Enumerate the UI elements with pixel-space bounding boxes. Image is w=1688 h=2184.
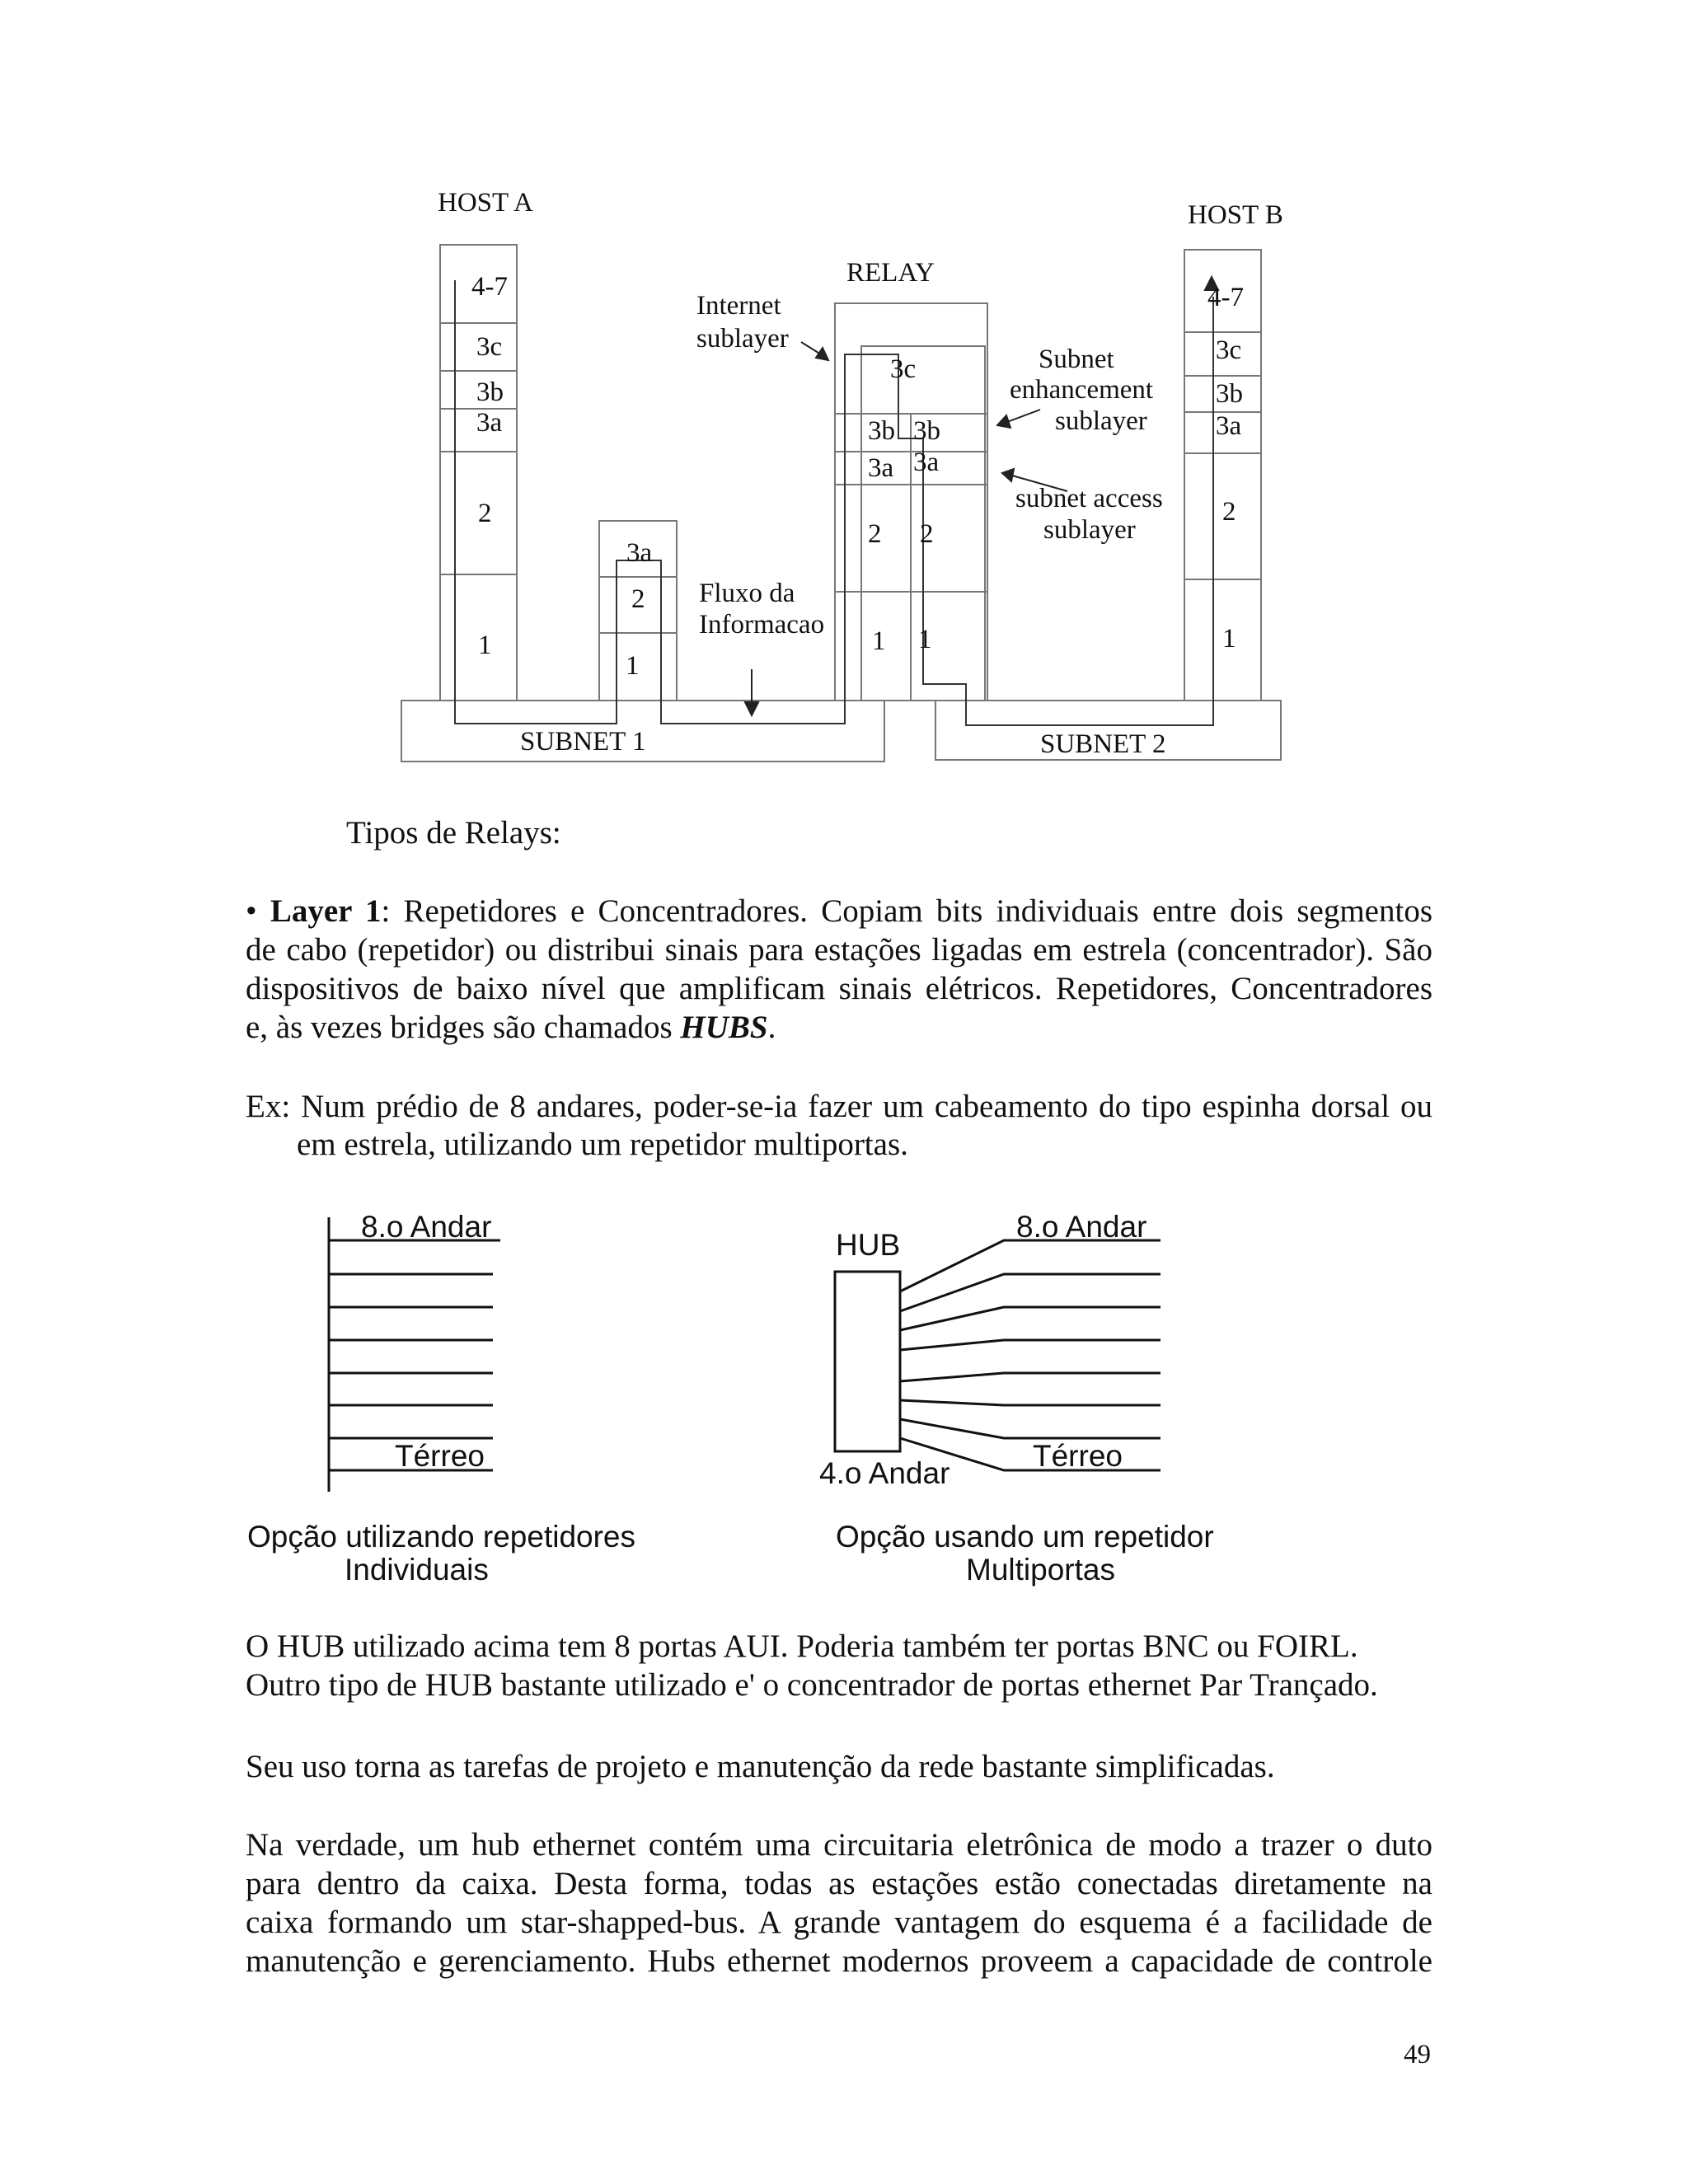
- text-line: manutenção e gerenciamento. Hubs ethernet modernos proveem a capacidade de controle: [246, 1943, 1432, 1979]
- flow-label: Informacao: [699, 610, 825, 640]
- host-a-title: HOST A: [438, 188, 533, 218]
- subnet-enhancement-label: sublayer: [1055, 406, 1147, 436]
- host-a-layer: 3a: [476, 408, 503, 438]
- text-line: Seu uso torna as tarefas de projeto e manutenção da rede bastante simplificadas.: [246, 1749, 1275, 1784]
- relay-layer-right: 3b: [913, 416, 940, 446]
- hub-label: HUB: [836, 1228, 901, 1262]
- host-b-layer: 3c: [1216, 335, 1242, 365]
- example-paragraph: [246, 1087, 1432, 1126]
- text-line: para dentro da caixa. Desta forma, todas as estações estão conectadas diretamente na: [246, 1866, 1432, 1901]
- subnet2-label: SUBNET 2: [1040, 729, 1166, 759]
- bullet-end: .: [767, 1010, 776, 1045]
- repeater-layer: 3a: [626, 538, 653, 568]
- bullet-text: e, às vezes bridges são chamados: [246, 1010, 681, 1045]
- subnet-access-label: subnet access: [1015, 484, 1163, 513]
- relay-layer: 3c: [890, 354, 917, 384]
- host-b-layer: 4-7: [1207, 283, 1244, 312]
- hub-port-line: [900, 1400, 1160, 1405]
- host-a-layer: 4-7: [471, 272, 508, 302]
- relay-layer-right: 2: [920, 519, 934, 549]
- host-b-layer: 1: [1222, 624, 1236, 654]
- right-ground-floor-label: Térreo: [1033, 1439, 1123, 1473]
- internet-sublayer-label: sublayer: [696, 324, 789, 354]
- host-a-layer: 3c: [476, 332, 503, 362]
- left-ground-floor-label: Térreo: [395, 1439, 485, 1473]
- text-line: de cabo (repetidor) ou distribui sinais para estações ligadas em estrela (concentrador). São: [246, 932, 1432, 968]
- arrow-access: [1002, 469, 1014, 481]
- text-line: caixa formando um star-shapped-bus. A grande vantagem do esquema é a facilidade de: [246, 1905, 1432, 1940]
- arrow-enhancement: [997, 415, 1010, 428]
- repeater-layer: 2: [631, 584, 645, 614]
- bullet-icon: •: [246, 893, 257, 929]
- relay-layer-right: 3a: [913, 448, 940, 477]
- subnet1-label: SUBNET 1: [520, 727, 646, 757]
- left-top-floor-label: 8.o Andar: [361, 1210, 492, 1244]
- right-caption: Opção usando um repetidor: [836, 1520, 1214, 1554]
- bullet-text: : Repetidores e Concentradores. Copiam bits individuais entre dois segmentos: [381, 893, 1433, 929]
- relay-title: RELAY: [846, 258, 935, 288]
- arrow-flow-down: [745, 702, 758, 715]
- text-line: Ex: Num prédio de 8 andares, poder-se-ia fazer um cabeamento do tipo espinha dorsal ou: [246, 1089, 1432, 1124]
- paragraph-usage: [246, 1747, 1432, 1786]
- repeater-layer: 1: [626, 651, 640, 681]
- host-b-layer: 3a: [1216, 411, 1242, 441]
- host-b-layer: 2: [1222, 497, 1236, 527]
- host-b-title: HOST B: [1188, 200, 1283, 230]
- paragraph-ethernet-hub: [246, 1825, 1432, 1980]
- subnet-enhancement-label: enhancement: [1010, 375, 1154, 405]
- hub-port-line: [900, 1419, 1160, 1438]
- subnet-access-label: sublayer: [1043, 515, 1136, 545]
- hubs-emphasis: HUBS: [680, 1010, 768, 1045]
- text-line: O HUB utilizado acima tem 8 portas AUI. Poderia também ter portas BNC ou FOIRL.: [246, 1629, 1358, 1664]
- text-line: Na verdade, um hub ethernet contém uma circuitaria eletrônica de modo a trazer o duto: [246, 1827, 1432, 1863]
- section-heading: Tipos de Relays:: [346, 815, 561, 851]
- host-a-layer: 1: [478, 630, 492, 660]
- bullet-lead: Layer 1: [270, 893, 382, 929]
- relay-layer-left: 2: [868, 519, 882, 549]
- right-top-floor-label: 8.o Andar: [1016, 1210, 1147, 1244]
- text-line: Outro tipo de HUB bastante utilizado e' o concentrador de portas ethernet Par Trançado.: [246, 1667, 1378, 1703]
- host-a-layer: 3b: [476, 377, 504, 407]
- relay-layer-left: 3a: [868, 453, 894, 483]
- subnet-enhancement-label: Subnet: [1039, 344, 1114, 374]
- hub-box: [835, 1272, 900, 1451]
- host-a-layer: 2: [478, 499, 492, 528]
- relay-layer-left: 1: [872, 626, 886, 656]
- hub-port-line: [900, 1373, 1160, 1381]
- hub-port-line: [900, 1240, 1160, 1291]
- relay-layer-left: 3b: [868, 416, 895, 446]
- arrow-internet: [816, 348, 828, 360]
- text-line: [246, 892, 1432, 930]
- layer-diagram: [0, 0, 1688, 824]
- layer1-paragraph: [246, 892, 1432, 1047]
- text-line: dispositivos de baixo nível que amplificam sinais elétricos. Repetidores, Concentradores: [246, 971, 1432, 1006]
- hub-port-line: [900, 1274, 1160, 1311]
- page-number: 49: [1404, 2040, 1431, 2069]
- left-caption: Opção utilizando repetidores: [247, 1520, 636, 1554]
- relay-layer-right: 1: [918, 625, 932, 654]
- paragraph-hub-ports: [246, 1627, 1432, 1704]
- text-line: [246, 1008, 1432, 1047]
- hub-floor-label: 4.o Andar: [819, 1456, 950, 1490]
- flow-label: Fluxo da: [699, 579, 795, 608]
- right-caption: Multiportas: [966, 1553, 1115, 1586]
- internet-sublayer-label: Internet: [696, 291, 781, 321]
- left-caption: Individuais: [345, 1553, 489, 1586]
- hub-port-line: [900, 1307, 1160, 1330]
- hub-port-line: [900, 1340, 1160, 1350]
- host-b-layer: 3b: [1216, 379, 1243, 409]
- example-line: em estrela, utilizando um repetidor multiportas.: [297, 1127, 908, 1162]
